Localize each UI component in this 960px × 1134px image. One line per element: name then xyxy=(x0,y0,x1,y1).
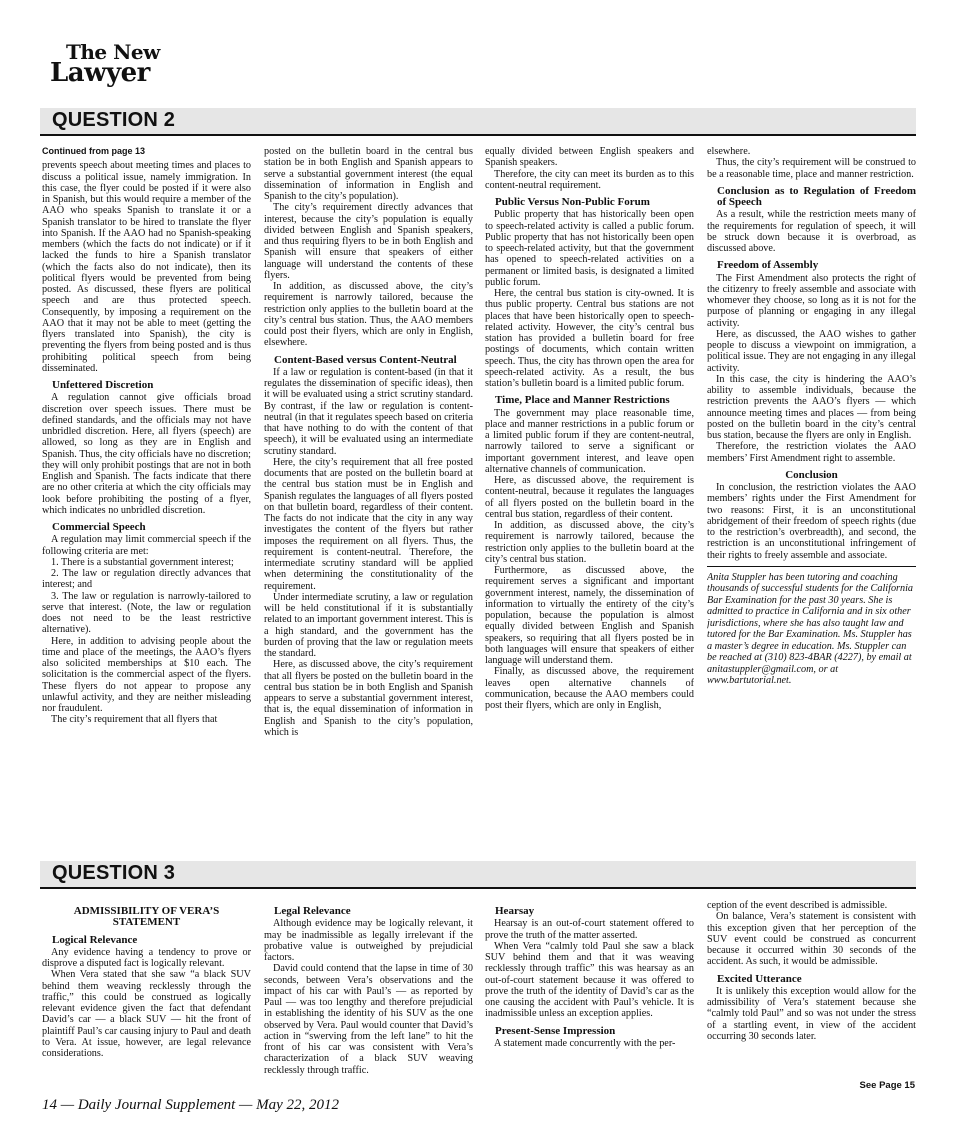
paragraph: In this case, the city is hindering the AAO’s ability to assemble individuals, because the restriction prevents the AAO’s flyers — which announce meeting times and places — from being posted on the bulletin board in the city’s central bus station, because the flyers are only in English. xyxy=(707,373,916,441)
q2-column-1 xyxy=(42,146,251,836)
paragraph: David could contend that the lapse in time of 30 seconds, between Vera’s observations and the impact of his car with Paul’s — as reported by Paul — was too lengthy and therefore prejudicial in establishing the identity of his SUV as the one observed by Vera. Paul would counter that David’s action in “swerving from the left lane” to hit the front of his car was consistent with Vera’s characterization of a black SUV weaving recklessly through traffic. xyxy=(264,963,473,1076)
masthead-line2: Lawyer xyxy=(50,58,150,88)
section-heading: Present-Sense Impression xyxy=(495,1024,616,1037)
paragraph: 1. There is a substantial government interest; xyxy=(51,556,234,568)
paragraph: The government may place reasonable time, place and manner restrictions in a public forum or a limited public forum if they are content-neutral, narrowly tailored to serve a significant or important government interest, and leave open alternative channels of communication. xyxy=(485,407,694,475)
paragraph: Public property that has historically been open to speech-related activity is called a public forum. Public property that has not historically been open to speech-related activity, but that the government has opened to speech-related activities on a permanent or limited basis, is designated a limited public forum. xyxy=(485,209,694,288)
section-heading: Hearsay xyxy=(495,905,535,917)
continued-label: Continued from page 13 xyxy=(42,146,146,156)
paragraph: Therefore, the city can meet its burden as to this content-neutral requirement. xyxy=(485,168,694,191)
paragraph: In addition, as discussed above, the city’s requirement is narrowly tailored, because the restriction only applies to the bulletin board at the city’s central bus station. Thus, the AAO members could post their flyers, which are only in English, elsewhere. xyxy=(264,281,473,349)
paragraph: equally divided between English speakers and Spanish speakers. xyxy=(485,146,694,169)
question-3-header xyxy=(40,861,916,889)
q3-column-2 xyxy=(264,900,473,1090)
paragraph: If a law or regulation is content-based (in that it regulates the dissemination of specific ideas), then it will be evaluated using a strict scrutiny standard. By contrast, if the law or regulation is content-neutral (in that it regulates speech based on criteria that have nothing to do with the content of that speech), it will be evaluated using an intermediate scrutiny standard. xyxy=(264,366,473,457)
section-heading: Freedom of Assembly xyxy=(717,259,819,272)
author-bio: Anita Stuppler has been tutoring and coaching thousands of successful students for the California Bar Examination for the past 30 years. She is admitted to practice in California and in six other jurisdictions, where she has also taught law and tutored for the Bar Examination. Ms. Stuppler has a master’s degree in education. Ms. Stuppler can be reached at (310) 823-4BAR (4227), by email at anitastuppler@gmail.com, or at www.bartutorial.net. xyxy=(707,571,914,687)
section-heading: Time, Place and Manner Restrictions xyxy=(495,394,670,407)
section-heading: Unfettered Discretion xyxy=(52,379,154,391)
paragraph: Finally, as discussed above, the requirement leaves open alternative channels of communication, because the AAO members could post their flyers, which are only in English, xyxy=(485,666,694,711)
paragraph: Here, the central bus station is city-owned. It is thus public property. Central bus stations are not places that have been historically open to speech-related activity. However, the city’s central bus station has provided a bulletin board for free postings of documents, which contain written speech. Thus, the city has thrown open the area for speech-related activity. As a result, the bus station’s bulletin board is a limited public forum. xyxy=(485,288,694,389)
page-footer: 14 — Daily Journal Supplement — May 22, 2012 xyxy=(42,1097,340,1113)
paragraph: Here, as discussed above, the city’s requirement that all flyers be posted on the bulletin board in the central bus station be in both English and Spanish appears to serve a substantial government interest, that is, the equal dissemination of information in English and Spanish to the city’s population, which is xyxy=(264,659,473,738)
paragraph: Here, as discussed, the AAO wishes to gather people to discuss a viewpoint on immigration, a political issue. They are not engaging in any illegal activity. xyxy=(707,328,916,374)
paragraph: Any evidence having a tendency to prove or disprove a disputed fact is logically relevant. xyxy=(42,946,251,969)
paragraph: Here, in addition to advising people about the time and place of the meetings, the AAO’s flyers also solicited memberships at $10 each. The solicitation is the commercial aspect of the flyers. These flyers do not appear to propose any unlawful activity, and they are neither misleading nor fraudulent. xyxy=(42,635,251,714)
paragraph: Here, as discussed above, the requirement is content-neutral, because it regulates the languages of all flyers posted on the bulletin board in the central bus station, regardless of their content. xyxy=(485,475,694,520)
paragraph: On balance, Vera’s statement is consistent with this exception given that her perception of the SUV event could be construed as concurrent because it occurred within 30 seconds of the accident. As such, it would be admissible. xyxy=(707,911,916,968)
paragraph: When Vera stated that she saw “a black SUV behind them weaving recklessly through the traffic,” this could be construed as logically relevant evidence given the fact that defendant David’s car — a black SUV — hit the front of plaintiff Paul’s car causing injury to Paul and death to Vera. At issue, however, are legal relevance considerations. xyxy=(42,969,251,1059)
paragraph: 3. The law or regulation is narrowly-tailored to serve that interest. (Note, the law or regulation does not need to be the least restrictive alternative). xyxy=(42,590,251,636)
section-heading: Excited Utterance xyxy=(717,972,802,985)
masthead-line1: The New xyxy=(66,40,160,64)
paragraph: The city’s requirement that all flyers that xyxy=(51,714,218,726)
paragraph: ception of the event described is admissible. xyxy=(707,900,888,911)
paragraph: The city’s requirement directly advances that interest, because the city’s population is equally divided between English and Spanish speakers, and thus requiring flyers to be in both English and Spanish will ensure that speakers of either language will understand the contents of these flyers. xyxy=(264,202,473,281)
section-heading: Commercial Speech xyxy=(52,521,146,533)
question-2-header xyxy=(40,108,916,136)
paragraph: prevents speech about meeting times and places to discuss a political issue, namely immigration. In this case, the flyer could be posted if it were also in Spanish, but this would require a member of the AAO who speaks Spanish to translate it or a Spanish translator to be hired to translate the flyer into Spanish. If the AAO had no Spanish-speaking members (which the facts do not indicate) or if it lacked the funds to hire a Spanish translator (which the facts also do not indicate), then its political flyers would be prevented from being posted. As discussed, these flyers are political speech and are thus protected speech. Consequently, by imposing a requirement on the AAO that it may not be able to meet (getting the flyers translated into Spanish), the city is preventing the flyers from being posted and is thus prohibiting political speech from being disseminated. xyxy=(42,160,251,374)
section-heading: Legal Relevance xyxy=(274,905,351,917)
paragraph: Therefore, the restriction violates the AAO members’ First Amendment right to assemble. xyxy=(707,441,916,464)
q2-column-3 xyxy=(485,146,694,836)
paragraph: Although evidence may be logically relevant, it may be inadmissible as legally irrelevant if the probative value is outweighed by prejudicial factors. xyxy=(264,918,473,963)
paragraph: The First Amendment also protects the right of the citizenry to freely assemble and associate with whomever they choose, so long as it is not for the purpose of planning or engaging in any illegal activity. xyxy=(707,272,916,329)
section-heading: Conclusion xyxy=(785,468,838,481)
section-heading: ADMISSIBILITY OF VERA’S STATEMENT xyxy=(73,905,220,929)
masthead-logo xyxy=(50,42,170,86)
paragraph: When Vera “calmly told Paul she saw a black SUV behind them and that it was weaving recklessly through traffic” this was hearsay as an out-of-court statement because it was offered to prove the truth of the identity of David’s car as the one causing the accident with Paul’s vehicle. It is inadmissible unless an exception applies. xyxy=(485,940,694,1020)
section-heading: Public Versus Non-Public Forum xyxy=(495,196,650,208)
paragraph: In addition, as discussed above, the city’s requirement is narrowly tailored, because the restriction only applies to the bulletin board at the city’s central bus station. xyxy=(485,520,694,565)
paragraph: As a result, while the restriction meets many of the requirements for regulation of speech, it will be struck down because it is overbroad, as discussed above. xyxy=(707,209,916,254)
paragraph: A statement made concurrently with the per- xyxy=(494,1037,676,1049)
paragraph: Hearsay is an out-of-court statement offered to prove the truth of the matter asserted. xyxy=(485,918,694,941)
paragraph: It is unlikely this exception would allow for the admissibility of Vera’s statement because she “calmly told Paul” and so was not under the stress of a startling event, in view of the accident occurring 30 seconds later. xyxy=(707,985,916,1042)
paragraph: posted on the bulletin board in the central bus station be in both English and Spanish appears to serve a substantial government interest (the equal dissemination of information in English and Spanish to the city’s population). xyxy=(264,146,473,202)
question-2-title: QUESTION 2 xyxy=(52,109,176,131)
paragraph: A regulation cannot give officials broad discretion over speech issues. There must be defined standards, and the officials may not have unbridled discretion. Here, all flyers (speech) are allowed, so long as they are in English and Spanish. Thus, the city officials have no discretion; they will only prohibit postings that are not in both English and Spanish. The facts indicate that there are no other criteria at which the city officials may look before prohibiting the posting of a flyer, which indicates no unbridled discretion. xyxy=(42,392,251,516)
section-heading: Conclusion as to Regulation of Freedom of Speech xyxy=(717,184,916,208)
paragraph: Furthermore, as discussed above, the requirement serves a significant and important government interest, namely, the dissemination of information to virtually the entirety of the city’s population, because the population is almost equally divided between English and Spanish speakers, so requiring that all flyers posted be in both languages will ensure that speakers of either language will understand them. xyxy=(485,565,694,666)
q2-column-4 xyxy=(707,146,916,836)
q2-column-2 xyxy=(264,146,473,836)
question-3-title: QUESTION 3 xyxy=(52,862,176,884)
paragraph: 2. The law or regulation directly advances that interest; and xyxy=(42,568,251,591)
see-page-link[interactable]: See Page 15 xyxy=(859,1080,915,1091)
q3-column-1 xyxy=(42,900,251,1080)
q3-column-4 xyxy=(707,900,916,1070)
q3-column-3 xyxy=(485,900,694,1090)
paragraph: A regulation may limit commercial speech if the following criteria are met: xyxy=(42,534,251,557)
paragraph: Under intermediate scrutiny, a law or regulation will be held constitutional if it is substantially related to an important government interest. This is a high standard, and the government has the burden of proving that the law or regulation meets the standard. xyxy=(264,591,473,659)
section-heading: Logical Relevance xyxy=(52,933,138,946)
paragraph: Thus, the city’s requirement will be construed to be a reasonable time, place and manner restriction. xyxy=(707,157,916,180)
paragraph: In conclusion, the restriction violates the AAO members’ rights under the First Amendment for two reasons: First, it is an unconstitutional abridgement of their freedom of speech rights (due to the restriction’s overbreadth), and second, the restriction is an unconstitutional infringement of their rights to freely assemble and associate. xyxy=(707,482,916,561)
paragraph: Here, the city’s requirement that all free posted documents that are posted on the bulletin board at the central bus station must be in English and Spanish regulates the languages of all flyers posted on that bulletin board, regardless of their content. The facts do not indicate that the city in any way investigates the content of the flyers but rather imposes the requirement on all flyers. Thus, the requirement is content-neutral. Therefore, the intermediate scrutiny standard will be applied when determining the constitutionality of the requirement. xyxy=(264,456,473,592)
paragraph: elsewhere. xyxy=(707,146,751,157)
section-heading: Content-Based versus Content-Neutral xyxy=(274,353,457,366)
bio-divider xyxy=(707,566,916,567)
